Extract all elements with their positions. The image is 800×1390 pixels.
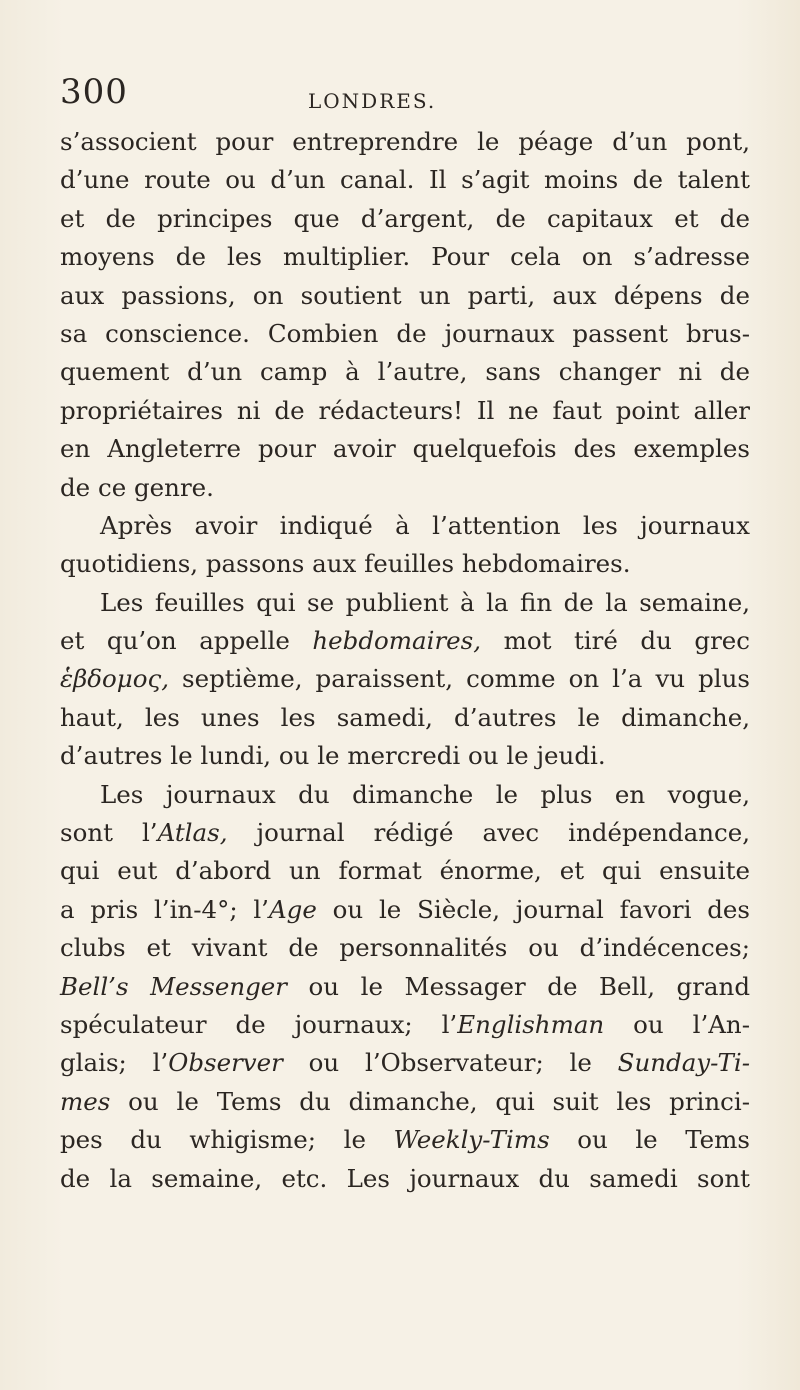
- text-line: glais; l’Observer ou l’Observateur; le Sunday-Ti-: [60, 1048, 751, 1078]
- text-line: Les feuilles qui se publient à la fin de la semaine,: [100, 587, 750, 617]
- text-line: quotidiens, passons aux feuilles hebdomaires.: [60, 549, 631, 579]
- text-line: de ce genre.: [60, 472, 214, 502]
- text-line: quement d’un camp à l’autre, sans changer ni de: [60, 357, 750, 387]
- greek-word: ἑβδομος,: [60, 664, 169, 694]
- text-line: et de principes que d’argent, de capitaux et de: [60, 203, 750, 233]
- italic-term: Sunday-Ti-: [617, 1048, 751, 1078]
- italic-term: Englishman: [457, 1009, 605, 1039]
- text-line: qui eut d’abord un format énorme, et qui ensuite: [60, 856, 750, 886]
- text-line: et qu’on appelle hebdomaires, mot tiré du grec: [60, 626, 750, 656]
- text-line: de la semaine, etc. Les journaux du samedi sont: [60, 1163, 750, 1193]
- italic-term: Atlas,: [157, 818, 228, 848]
- body-text: [60, 123, 750, 1198]
- text-line: Après avoir indiqué à l’attention les journaux: [100, 510, 750, 540]
- text-line: en Angleterre pour avoir quelquefois des exemples: [60, 434, 750, 464]
- text-line: sa conscience. Combien de journaux passent brus-: [60, 318, 750, 348]
- text-line: moyens de les multiplier. Pour cela on s’adresse: [60, 242, 750, 272]
- text-line: Les journaux du dimanche le plus en vogue,: [100, 779, 750, 809]
- text-line: spéculateur de journaux; l’Englishman ou l’An-: [60, 1009, 750, 1039]
- text-line: sont l’Atlas, journal rédigé avec indépendance,: [60, 818, 750, 848]
- italic-term: Age: [268, 894, 317, 924]
- text-line: mes ou le Tems du dimanche, qui suit les princi-: [60, 1086, 750, 1116]
- text-line: clubs et vivant de personnalités ou d’indécences;: [60, 933, 750, 963]
- text-line: pes du whigisme; le Weekly-Tims ou le Tems: [60, 1125, 750, 1155]
- italic-term: Weekly-Tims: [393, 1125, 550, 1155]
- text-line: a pris l’in-4°; l’Age ou le Siècle, journal favori des: [60, 894, 750, 924]
- italic-term: hebdomaires,: [312, 626, 482, 656]
- text-line: d’une route ou d’un canal. Il s’agit moins de talent: [60, 165, 750, 195]
- italic-term: Observer: [168, 1048, 283, 1078]
- page-number: 300: [60, 72, 128, 112]
- text-line: propriétaires ni de rédacteurs! Il ne faut point aller: [60, 395, 750, 425]
- page-header: [60, 72, 750, 115]
- italic-term: mes: [60, 1086, 111, 1116]
- italic-term: Bell’s Messenger: [60, 971, 287, 1001]
- text-line: haut, les unes les samedi, d’autres le dimanche,: [60, 702, 750, 732]
- running-head: LONDRES.: [308, 89, 437, 113]
- text-line: s’associent pour entreprendre le péage d’un pont,: [60, 127, 750, 156]
- text-line: aux passions, on soutient un parti, aux dépens de: [60, 280, 750, 310]
- text-line: Bell’s Messenger ou le Messager de Bell, grand: [60, 971, 750, 1001]
- text-line: ἑβδομος, septième, paraissent, comme on l’a vu plus: [60, 664, 750, 694]
- text-line: d’autres le lundi, ou le mercredi ou le jeudi.: [60, 741, 606, 771]
